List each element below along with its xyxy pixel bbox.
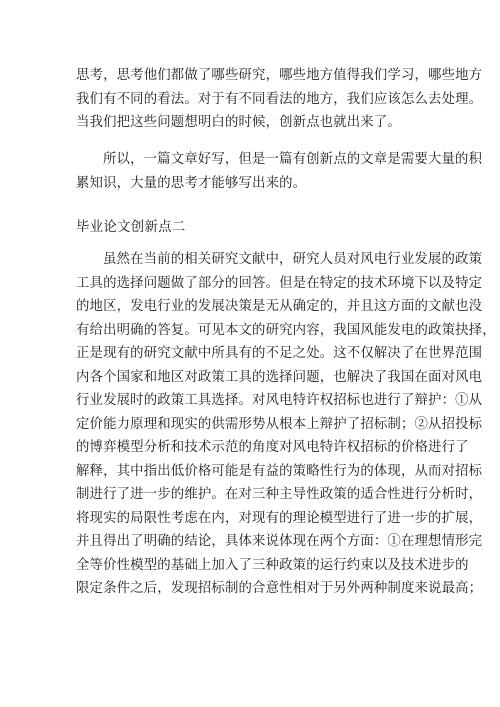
paragraph-3-line: 全等价性模型的基础上加入了三种政策的运行约束以及技术进步的 [76,557,469,573]
paragraph-3-line: 工具的选择问题做了部分的回答。但是在特定的技术环境下以及特定 [76,275,483,291]
paragraph-3-line: 并且得出了明确的结论，具体来说体现在两个方面：①在理想情形完 [76,534,483,549]
paragraph-1-line: 当我们把这些问题想明白的时候，创新点也就出来了。 [76,115,401,130]
paragraph-3-line: 解释，其中指出低价格可能是有益的策略性行为的体现，从而对招标 [76,463,483,479]
paragraph-3-line: 行业发展时的政策工具选择。对风电特许权招标也进行了辩护：①从 [76,393,483,408]
paragraph-3 [76,248,496,601]
paragraph-2-line: 累知识，大量的思考才能够写出来的。 [76,175,307,191]
paragraph-3-line: 的地区，发电行业的发展决策是无从确定的，并且这方面的文献也没 [76,299,483,314]
section-heading: 毕业论文创新点二 [76,220,186,235]
paragraph-3-line: 制进行了进一步的维护。在对三种主导性政策的适合性进行分析时， [76,487,483,502]
paragraph-3-line: 虽然在当前的相关研究文献中，研究人员对风电行业发展的政策 [103,252,483,267]
paragraph-3-line: 将现实的局限性考虑在内，对现有的理论模型进行了进一步的扩展， [76,510,483,526]
paragraph-3-line: 定价能力原理和现实的供需形势从根本上辩护了招标制；②从招投标 [76,416,483,432]
paragraph-2 [76,148,483,195]
paragraph-3-line: 内各个国家和地区对政策工具的选择问题，也解决了我国在面对风电 [76,369,483,385]
paragraph-1-line: 我们有不同的看法。对于有不同看法的地方，我们应该怎么去处理。 [76,91,483,107]
paragraph-3-line: 有给出明确的答复。可见本文的研究内容，我国风能发电的政策抉择， [76,322,496,338]
paragraph-3-line: 正是现有的研究文献中所具有的不足之处。这不仅解决了在世界范围 [76,346,483,361]
paragraph-2-line: 所以，一篇文章好写，但是一篇有创新点的文章是需要大量的积 [103,152,483,167]
paragraph-1-line: 思考，思考他们都做了哪些研究，哪些地方值得我们学习，哪些地方 [76,68,483,83]
paragraph-3-line: 的博弈模型分析和技术示范的角度对风电特许权招标的价格进行了 [76,440,469,455]
paragraph-3-line: 限定条件之后，发现招标制的合意性相对于另外两种制度来说最高； [76,581,483,596]
paragraph-1 [76,64,483,135]
